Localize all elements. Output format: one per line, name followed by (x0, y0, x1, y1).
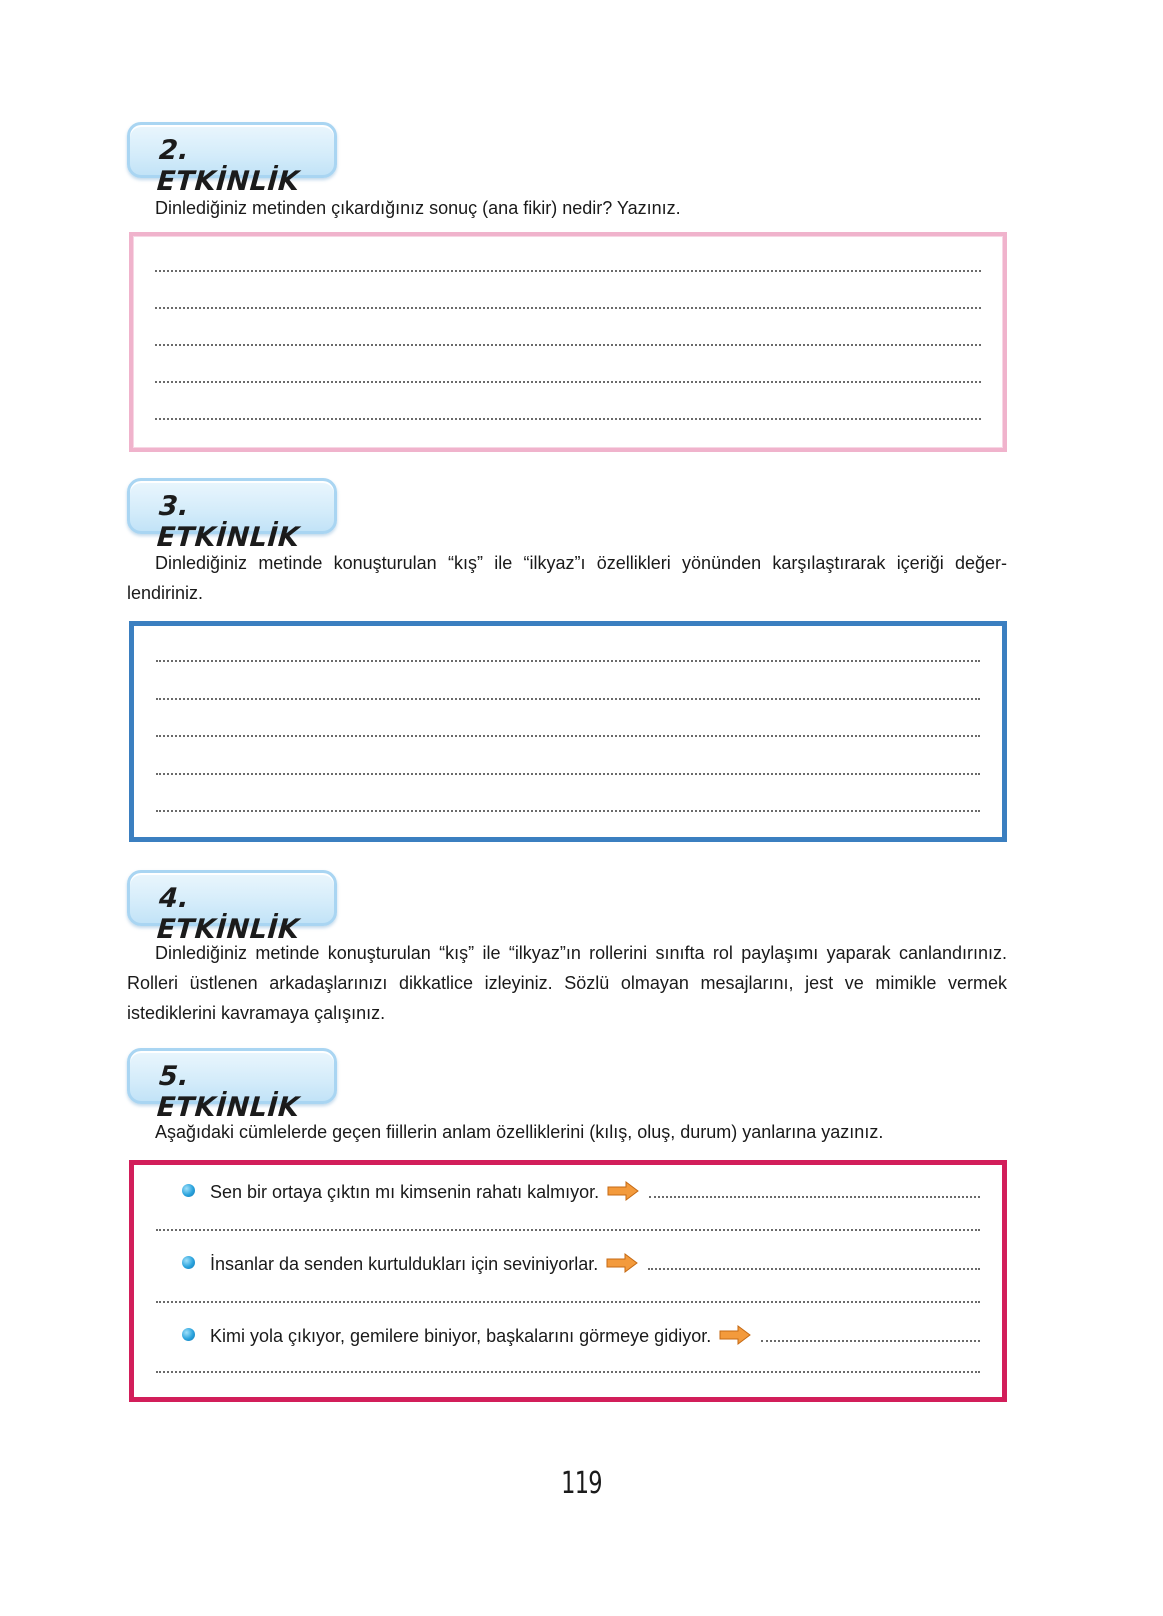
activity-5-title: 5. ETKİNLİK (155, 1061, 301, 1123)
activity-2-answer-box[interactable] (129, 232, 1007, 452)
activity-3-answer-box[interactable] (129, 621, 1007, 842)
blue-bullet-icon (182, 1328, 195, 1341)
answer-line[interactable] (156, 1229, 980, 1231)
activity-5-title-badge (127, 1048, 337, 1123)
sentence-2: İnsanlar da senden kurtuldukları için seviniyorlar. (210, 1254, 599, 1274)
answer-line[interactable] (156, 1371, 980, 1373)
page-number: 119 (561, 1466, 602, 1501)
sentence-1-answer[interactable] (649, 1196, 980, 1198)
answer-line[interactable] (155, 270, 981, 272)
sentence-row-1 (182, 1173, 980, 1203)
orange-arrow-icon (606, 1253, 638, 1273)
activity-3-title-badge (127, 478, 337, 553)
answer-line[interactable] (156, 698, 980, 700)
activity-3-instruction-text: Dinlediğiniz metinde konuşturulan “kış” ile “ilkyaz”ı özellikleri yönünden karşılaştırarak içeriği değer-lendiriniz. (127, 553, 1007, 603)
answer-line[interactable] (155, 418, 981, 420)
activity-3-title: 3. ETKİNLİK (155, 491, 301, 553)
answer-line[interactable] (156, 1301, 980, 1303)
sentence-2-answer[interactable] (648, 1268, 980, 1270)
sentence-3: Kimi yola çıkıyor, gemilere biniyor, başkalarını görmeye gidiyor. (210, 1326, 712, 1346)
answer-line[interactable] (155, 344, 981, 346)
answer-line[interactable] (155, 307, 981, 309)
sentence-3-answer[interactable] (761, 1340, 980, 1342)
activity-2-instruction (127, 193, 1007, 223)
answer-line[interactable] (156, 660, 980, 662)
answer-line[interactable] (156, 735, 980, 737)
orange-arrow-icon (607, 1181, 639, 1201)
activity-4-instruction (127, 938, 1007, 1028)
blue-bullet-icon (182, 1184, 195, 1197)
activity-5-instruction-text: Aşağıdaki cümlelerde geçen fiillerin anlam özelliklerini (kılış, oluş, durum) yanlarına yazınız. (155, 1122, 884, 1142)
activity-2-instruction-text: Dinlediğiniz metinden çıkardığınız sonuç (ana fikir) nedir? Yazınız. (155, 198, 681, 218)
activity-5-instruction (127, 1117, 1007, 1147)
answer-line[interactable] (156, 810, 980, 812)
activity-2-title: 2. ETKİNLİK (155, 135, 301, 197)
sentence-row-3 (182, 1317, 980, 1347)
activity-5-answer-box (129, 1160, 1007, 1402)
answer-line[interactable] (155, 381, 981, 383)
activity-4-title-badge (127, 870, 337, 945)
sentence-1: Sen bir ortaya çıktın mı kimsenin rahatı kalmıyor. (210, 1182, 600, 1202)
activity-2-title-badge (127, 122, 337, 197)
answer-line[interactable] (156, 773, 980, 775)
sentence-row-2 (182, 1245, 980, 1275)
blue-bullet-icon (182, 1256, 195, 1269)
activity-3-instruction (127, 548, 1007, 608)
activity-4-title: 4. ETKİNLİK (155, 883, 301, 945)
activity-4-instruction-text: Dinlediğiniz metinde konuşturulan “kış” ile “ilkyaz”ın rollerini sınıfta rol paylaşımı yaparak canlandırınız. Rolleri üstlenen arkadaşlarınızı dikkatlice izleyiniz. Sözlü olmayan mesajlarını, jest ve mimikle vermek istediklerini kavramaya çalışınız. (127, 943, 1007, 1023)
orange-arrow-icon (719, 1325, 751, 1345)
